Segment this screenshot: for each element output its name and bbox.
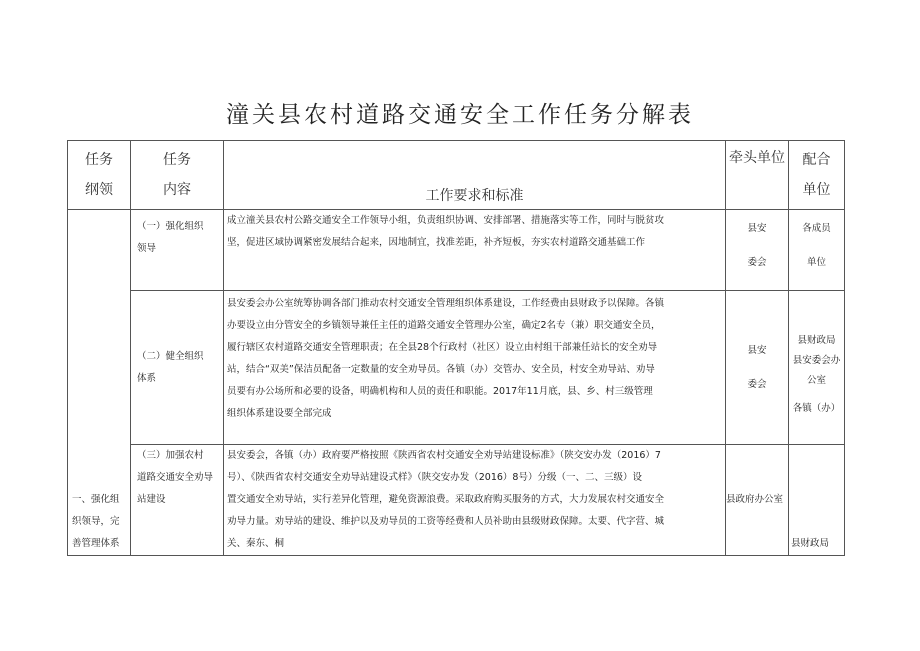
header-content: 任务 内容 <box>131 141 224 210</box>
header-lead-unit: 牵头单位 <box>726 141 789 210</box>
table-row <box>68 445 845 556</box>
page-title: 潼关县农村道路交通安全工作任务分解表 <box>226 102 694 128</box>
requirements-cell: 县安委会，各镇（办）政府要严格按照《陕西省农村交通安全劝导站建设标准》（陕交安办发（2016）7 号）、《陕西省农村交通安全劝导站建设式样》（陕交安办发（2016）8号）分级（一、二、三级）设 置交通安全劝导站，实行差异化管理，避免资源浪费。采取政府购买服务的方式，大力发展农村交通安全 劝导力量。劝导站的建设、维护以及劝导员的工资等经费和人员补助由县级财政保障。太要、代字营、城 关、秦东、桐 <box>224 445 726 556</box>
task-table <box>67 140 845 556</box>
coop-unit-cell: 县财政局 <box>789 445 845 556</box>
task-content-cell: （一）强化组织 领导 <box>131 210 224 291</box>
table-row <box>68 291 845 445</box>
lead-unit-cell: 县安 委会 <box>726 291 789 445</box>
lead-unit-cell: 县政府办公室 <box>726 445 789 556</box>
task-content-cell: （三）加强农村 道路交通安全劝导 站建设 <box>131 445 224 556</box>
outline-cell: 一、强化组 织领导，完 善管理体系 <box>68 210 131 556</box>
requirements-cell: 县安委会办公室统筹协调各部门推动农村交通安全管理组织体系建设，工作经费由县财政予以保障。各镇 办要设立由分管安全的乡镇领导兼任主任的道路交通安全管理办公室，确定2名专（兼）职交通安全员， 履行辖区农村道路交通安全管理职责；在全县28个行政村（社区）设立由村组干部兼任站长的安全劝导 站，结合“双美”保洁员配备一定数量的安全劝导员。各镇（办）交管办、安全员，村安全劝导站、劝导 员要有办公场所和必要的设备，明确机构和人员的责任和职能。2017年11月底，县、乡、村三级管理 组织体系建设要全部完成 <box>224 291 726 445</box>
task-content-cell: （二）健全组织 体系 <box>131 291 224 445</box>
coop-unit-cell: 县财政局 县安委会办 公室 各镇（办） <box>789 291 845 445</box>
header-coop-unit: 配合 单位 <box>789 141 845 210</box>
lead-unit-cell: 县安 委会 <box>726 210 789 291</box>
table-row <box>68 210 845 291</box>
coop-unit-cell: 各成员 单位 <box>789 210 845 291</box>
header-requirements: 工作要求和标准 <box>224 141 726 210</box>
table-header-row <box>68 141 845 210</box>
requirements-cell: 成立潼关县农村公路交通安全工作领导小组，负责组织协调、安排部署、措施落实等工作，同时与脱贫攻 坚，促进区域协调紧密发展结合起来，因地制宜，找准差距，补齐短板，夯实农村道路交通基础工作 <box>224 210 726 291</box>
header-outline: 任务 纲领 <box>68 141 131 210</box>
